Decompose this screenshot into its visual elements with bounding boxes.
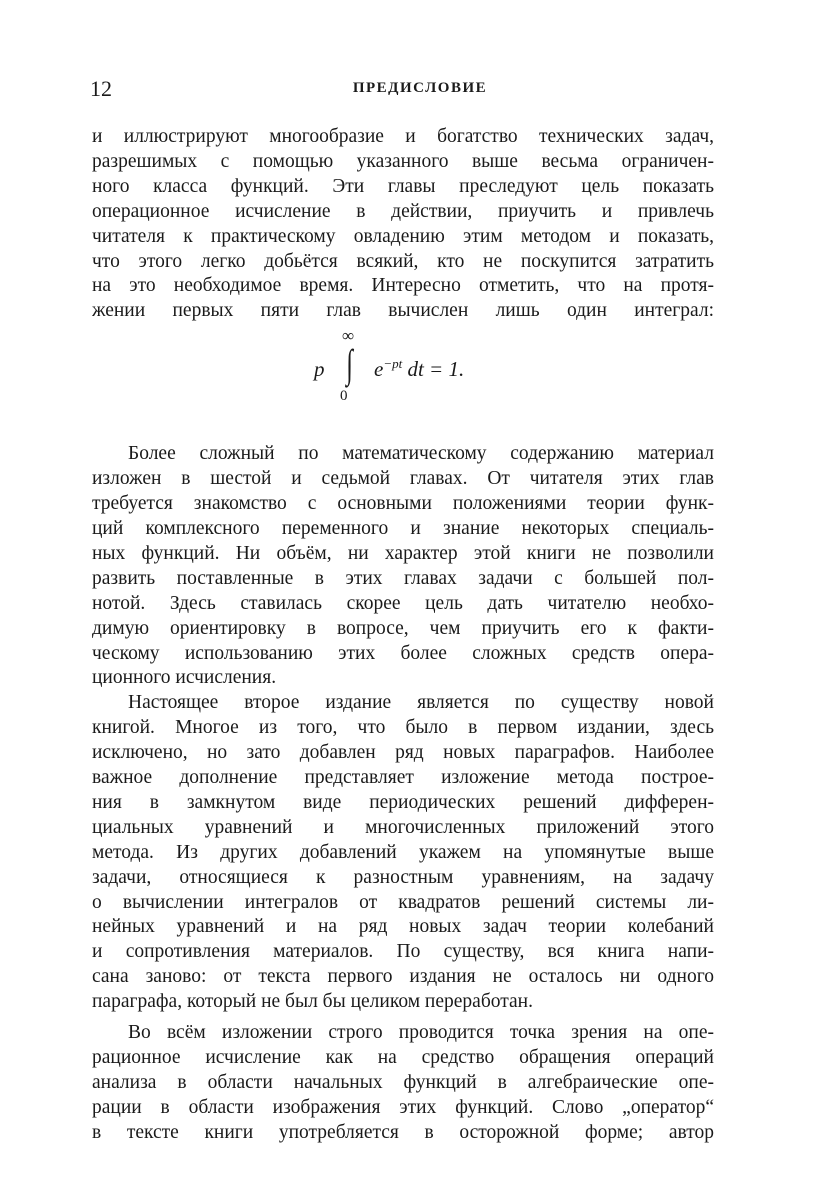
text-line: Более сложный по математическому содержанию материал: [128, 443, 714, 465]
text-line: в тексте книги употребляется в осторожной форме; автор: [92, 1121, 714, 1143]
text-line: нотой. Здесь ставилась скорее цель дать читателю необхо-: [92, 592, 714, 614]
integrand-rest: dt = 1.: [407, 357, 465, 382]
text-line: задачи, относящиеся к разностным уравнениям, на задачу: [92, 866, 714, 888]
text-line: изложен в шестой и седьмой главах. От читателя этих глав: [92, 468, 714, 490]
text-line: жении первых пяти глав вычислен лишь один интеграл:: [92, 300, 714, 322]
text-line: требуется знакомство с основными положениями теории функ-: [92, 493, 714, 515]
text-line: что этого легко добьётся всякий, кто не поскупится затратить: [92, 250, 714, 272]
text-line: параграфа, который не был бы целиком переработан.: [92, 991, 533, 1013]
text-line: развить поставленные в этих главах задачи с большей пол-: [92, 567, 714, 589]
integral-sign: ∫: [346, 341, 353, 387]
text-line: Во всём изложении строго проводится точка зрения на опе-: [128, 1022, 714, 1044]
text-line: ных функций. Ни объём, ни характер этой книги не позволили: [92, 542, 714, 564]
integrand: [374, 357, 464, 385]
text-line: циальных уравнений и многочисленных приложений этого: [92, 816, 714, 838]
paragraph-2: [92, 442, 714, 691]
text-line: на это необходимое время. Интересно отметить, что на протя-: [92, 275, 714, 297]
running-head: ПРЕДИСЛОВИЕ: [352, 80, 488, 96]
text-line: и иллюстрируют многообразие и богатство технических задач,: [92, 126, 714, 147]
upper-limit: ∞: [342, 326, 355, 346]
text-line: ций комплексного переменного и знание некоторых специаль-: [92, 517, 714, 539]
text-line: анализа в области начальных функций в алгебраические опе-: [92, 1071, 714, 1093]
formula-p: p: [314, 357, 325, 382]
text-line: ческому использованию этих более сложных средств опера-: [92, 642, 714, 664]
text-line: и сопротивления материалов. По существу, вся книга напи-: [92, 941, 714, 963]
text-line: разрешимых с помощью указанного выше весьма ограничен-: [92, 150, 714, 172]
text-line: нейных уравнений и на ряд новых задач теории колебаний: [92, 916, 714, 938]
text-line: о вычислении интегралов от квадратов решений системы ли-: [92, 891, 714, 913]
paragraph-3: [92, 691, 714, 1015]
text-line: операционное исчисление в действии, приучить и привлечь: [92, 200, 714, 222]
text-line: Настоящее второе издание является по существу новой: [128, 692, 714, 714]
text-line: рации в области изображения этих функций. Слово „оператор“: [92, 1096, 714, 1118]
text-line: ного класса функций. Эти главы преследуют цель показать: [92, 175, 714, 197]
paragraph-4: [92, 1021, 714, 1146]
body-text: [92, 125, 714, 1146]
text-line: ционного исчисления.: [92, 667, 277, 689]
integrand-base: e: [374, 357, 384, 382]
text-line: ния в замкнутом виде периодических решений дифферен-: [92, 791, 714, 813]
text-line: исключено, но зато добавлен ряд новых параграфов. Наиболее: [92, 742, 714, 764]
text-line: димую ориентировку в вопросе, чем приучить его к факти-: [92, 617, 714, 639]
page-number: 12: [90, 76, 112, 101]
integrand-exponent: −pt: [383, 356, 403, 372]
text-line: книгой. Многое из того, что было в первом издании, здесь: [92, 717, 714, 739]
text-line: важное дополнение представляет изложение метода построе-: [92, 767, 714, 789]
text-line: рационное исчисление как на средство обращения операций: [92, 1047, 714, 1068]
text-line: сана заново: от текста первого издания не осталось ни одного: [92, 966, 714, 988]
paragraph-1: [92, 125, 714, 324]
text-line: читателя к практическому овладению этим методом и показать,: [92, 225, 714, 247]
text-line: метода. Из других добавлений укажем на упомянутые выше: [92, 841, 714, 863]
integral-formula: [92, 324, 714, 442]
lower-limit: 0: [340, 388, 348, 405]
